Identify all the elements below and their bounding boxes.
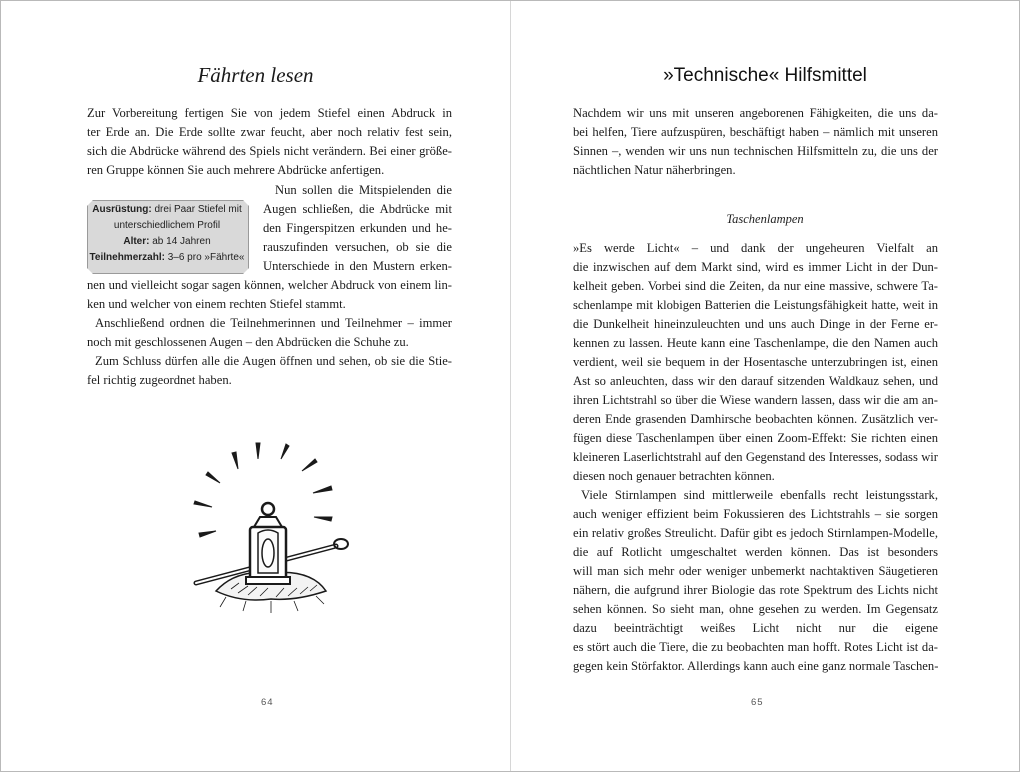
right-body-line-14: Viele Stirnlampen sind mittlerweile ebenfalls recht leistungsstark, (581, 488, 938, 502)
info-participants-label: Teilnehmerzahl: (89, 252, 165, 263)
ray-2 (256, 443, 260, 459)
left-line-2: ter Erde an. Die Erde sollte zwar feucht, aber noch relativ fest sein, (87, 125, 452, 139)
right-body-line-16: ein relativ großes Streulicht. Dafür gibt es jedoch Stirnlampen-Modelle, (573, 526, 938, 540)
right-body-line-13: diesen noch genauer betrachten können. (573, 469, 775, 483)
info-box-content (89, 202, 245, 266)
info-equipment-line-1 (89, 202, 245, 218)
info-age-label: Alter: (123, 236, 150, 247)
lantern-base (246, 577, 290, 584)
right-body-line-20: sehen können. So sieht man, ohne gesehen zu werden. Im Gegensatz (573, 602, 938, 616)
info-age-line (89, 234, 245, 250)
right-body-line-7: verdient, weil sie bequem in der Hosentasche unterzubringen ist, einen (573, 355, 938, 369)
right-body-line-6: kennen zu lassen. Heute kann eine Taschenlampe, die den Namen auch (573, 336, 938, 350)
right-body-line-23: gegen kein Störfaktor. Allerdings kann auch eine ganz normale Taschen- (573, 659, 939, 673)
info-age-value: ab 14 Jahren (152, 236, 211, 247)
left-line-6: ken und welcher von einem rechten Stiefel stammt. (87, 297, 346, 311)
right-body-line-5: die Dunkelheit hineinzuleuchten und uns auch Dinge in der Ferne er- (573, 317, 938, 331)
right-body-line-1: »Es werde Licht« – und dank der ungeheuren Vielfalt an (573, 241, 938, 255)
right-intro-line-1: Nachdem wir uns mit unseren angeborenen Fähigkeiten, die uns da- (573, 106, 938, 120)
left-wrap-line-5: Unterschiede in den Mustern erken- (263, 259, 452, 273)
info-equipment-value-2: unterschiedlichem Profil (113, 220, 221, 231)
right-intro-line-4: nächtlichen Natur näherbringen. (573, 163, 736, 177)
ray-1 (232, 452, 238, 469)
right-body-line-4: schenlampe mit klobigen Batterien die Leistungsfähigkeit hatte, weit in (573, 298, 938, 312)
lantern-illustration (176, 441, 366, 621)
ray-4 (302, 459, 317, 471)
right-body-line-17: die auf Rotlicht umgeschaltet werden können. Das ist besonders (573, 545, 938, 559)
left-line-8: noch mit geschlossenen Augen – den Abdrücken die Schuhe zu. (87, 335, 409, 349)
left-page-title: Fährten lesen (197, 63, 314, 87)
left-line-3: sich die Abdrücke während des Spiels nicht verändern. Bei einer größe- (87, 144, 452, 158)
right-body-line-18: will man sich mehr oder weniger unbemerkt nachtaktiven Säugetieren (573, 564, 938, 578)
ray-9 (199, 531, 216, 537)
left-line-1: Zur Vorbereitung fertigen Sie von jedem Stiefel einen Abdruck in (87, 106, 452, 120)
left-page (1, 1, 510, 771)
left-wrap-line-3: den Fingerspitzen erkunden und he- (263, 221, 452, 235)
right-body-line-19: nähern, die aufgrund ihrer Biologie das rote Spektrum des Lichts nicht (573, 583, 938, 597)
info-participants-value: 3–6 pro »Fährte« (167, 252, 245, 263)
right-page-title: »Technische« Hilfsmittel (663, 65, 867, 86)
ray-3 (281, 444, 289, 459)
left-wrap-line-1: Nun sollen die Mitspielenden die (275, 183, 452, 197)
left-page-number: 64 (261, 697, 274, 708)
right-page-number: 65 (751, 697, 764, 708)
left-line-5: nen und vielleicht sogar sagen können, welcher Abdruck von einem lin- (87, 278, 452, 292)
left-line-10: fel richtig zugeordnet haben. (87, 373, 232, 387)
right-body-line-21: dazu beeinträchtigt weißes Licht nicht nur die eigene (573, 621, 938, 635)
right-body-line-10: deren Ende grasenden Damhirsche beobachten können. Zusätzlich ver- (573, 412, 938, 426)
right-body-line-11: fügen diese Taschenlampen über einen Zoom-Effekt: Sie richten einen (573, 431, 938, 445)
left-line-4: ren Gruppe können Sie auch mehrere Abdrücke anfertigen. (87, 163, 385, 177)
right-body-line-15: auch weniger effizient beim Fokussieren des Lichtstrahls – sie sorgen (573, 507, 938, 521)
left-wrap-line-2: Augen schließen, die Abdrücke mit (263, 202, 452, 216)
ray-6 (314, 517, 332, 521)
right-body-line-9: ihren Lichtstrahl so über die Wiese wandern lassen, dass wir die am an- (573, 393, 938, 407)
subheading-taschenlampen: Taschenlampen (726, 212, 804, 226)
info-equipment-label: Ausrüstung: (92, 204, 152, 215)
left-line-9: Zum Schluss dürfen alle die Augen öffnen und sehen, ob sie die Stie- (95, 354, 452, 368)
left-line-7: Anschließend ordnen die Teilnehmerinnen und Teilnehmer – immer (95, 316, 452, 330)
right-page (511, 1, 1019, 771)
right-intro-line-2: bei helfen, Tiere aufzuspüren, beschäftigt haben – nämlich mit unseren (573, 125, 938, 139)
lantern-ring (262, 503, 274, 515)
right-body-line-22: es stört auch die Tiere, die zu beobachten man hofft. Rotes Licht ist da- (573, 640, 938, 654)
ray-8 (194, 501, 212, 507)
right-body-line-2: die inzwischen auf dem Markt sind, wird es immer Licht in der Dun- (573, 260, 938, 274)
right-body-line-3: kelheit geben. Vorbei sind die Zeiten, da nur eine massive, schwere Ta- (573, 279, 938, 293)
lantern-roof (254, 517, 282, 527)
left-wrap-line-4: rauszufinden versuchen, ob sie die (263, 240, 452, 254)
info-participants-line (89, 250, 245, 266)
right-body-line-12: kleineren Laserlichtstrahl auf den Gegenstand des Interesses, sodass wir (573, 450, 938, 464)
info-equipment-value-1: drei Paar Stiefel mit (154, 204, 242, 215)
ray-7 (206, 472, 220, 483)
ray-5 (313, 486, 332, 493)
right-body-line-8: Ast so anleuchten, dass wir den darauf sitzenden Waldkauz sehen, und (573, 374, 938, 388)
right-intro-line-3: Sinnen –, wenden wir uns nun technischen Hilfsmitteln zu, die uns der (573, 144, 938, 158)
